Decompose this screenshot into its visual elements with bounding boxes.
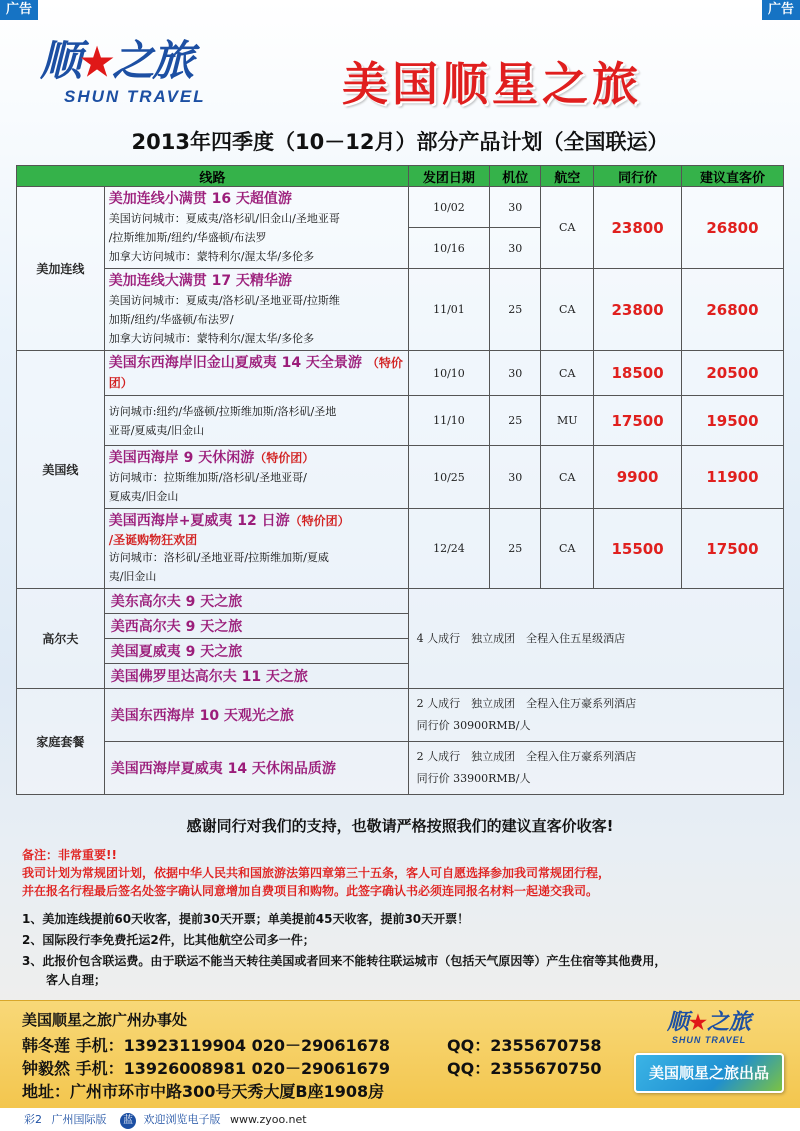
- departure-date: 10/10: [408, 351, 490, 396]
- route-line: 美国访问城市：夏威夷/洛杉矶/旧金山/圣地亚哥: [108, 212, 340, 225]
- producer-badge: 美国顺星之旅出品: [634, 1053, 784, 1093]
- retail-price: 26800: [681, 187, 783, 269]
- page-number: 彩2: [24, 1113, 42, 1126]
- departure-date: 10/16: [408, 228, 490, 269]
- family-note: [408, 689, 783, 742]
- airline: MU: [541, 396, 594, 446]
- footer-logo-box: [634, 1009, 784, 1101]
- mini-logo: 顺★之旅: [667, 1009, 751, 1035]
- special-tag: /圣诞购物狂欢团: [108, 533, 198, 547]
- remark-red-line: 我司计划为常规团计划，依据中华人民共和国旅游法第四章第三十五条，客人可自愿选择参加我司常规团行程，: [22, 866, 611, 880]
- route-line: 访问城市:纽约/华盛顿/拉斯维加斯/洛杉矶/圣地: [108, 404, 337, 418]
- peer-price: 23800: [594, 269, 682, 351]
- table-row: [17, 351, 784, 396]
- category-cell: 美国线: [17, 351, 105, 589]
- airline: CA: [541, 446, 594, 509]
- blue-badge-icon: 蓝: [120, 1113, 136, 1129]
- retail-price: 17500: [681, 509, 783, 589]
- remark-heading: 备注：非常重要!!: [22, 848, 117, 862]
- route-line: 夷/旧金山: [108, 570, 157, 583]
- route-cell: [104, 396, 408, 446]
- category-cell: 高尔夫: [17, 589, 105, 689]
- departure-date: 11/01: [408, 269, 490, 351]
- table-row: [17, 396, 784, 446]
- peer-price: 23800: [594, 187, 682, 269]
- table-row: [17, 446, 784, 509]
- route-title: [109, 353, 404, 393]
- contact-text: 韩冬莲 手机：13923119904 020－29061678: [22, 1036, 391, 1055]
- route-title: 美国西海岸夏威夷 14 天休闲品质游: [104, 742, 408, 795]
- retail-price: 20500: [681, 351, 783, 396]
- peer-price: 9900: [594, 446, 682, 509]
- remark-item: 1、美加连线提前60天收客，提前30天开票；单美提前45天收客，提前30天开票！: [22, 912, 470, 926]
- route-line: /拉斯维加斯/纽约/华盛顿/布法罗: [108, 231, 267, 244]
- ad-label-left: 广告: [0, 0, 38, 20]
- route-line: 加拿大访问城市：蒙特利尔/渥太华/多伦多: [108, 250, 315, 263]
- route-line: 加拿大访问城市：蒙特利尔/渥太华/多伦多: [108, 332, 315, 345]
- remark-red-line: 并在报名行程最后签名处签字确认同意增加自费项目和购物。此签字确认书必须连同报名材料一起递交我司。: [22, 884, 599, 898]
- route-title-text: 美国西海岸+夏威夷 12 日游: [108, 513, 290, 529]
- mini-logo-en: SHUN TRAVEL: [671, 1035, 747, 1045]
- departure-date: 10/02: [408, 187, 490, 228]
- airline: CA: [541, 351, 594, 396]
- airline: CA: [541, 269, 594, 351]
- seats: 25: [490, 396, 541, 446]
- shun-travel-logo: [40, 36, 215, 116]
- table-row: [17, 509, 784, 589]
- category-cell: 美加连线: [17, 187, 105, 351]
- route-line: 亚哥/夏威夷/旧金山: [108, 423, 205, 437]
- route-title: 美东高尔夫 9 天之旅: [104, 589, 408, 614]
- address-line: [22, 1079, 384, 1102]
- table-row: [17, 689, 784, 742]
- seats: 30: [490, 446, 541, 509]
- brand-title: 美国顺星之旅: [342, 57, 642, 111]
- family-note-line: 2 人成行 独立成团 全程入住万豪系列酒店: [416, 697, 637, 710]
- contact-line: [22, 1033, 602, 1056]
- remarks-section: [22, 846, 792, 990]
- col-header-peer-price: 同行价: [594, 166, 682, 187]
- route-cell: [104, 509, 408, 589]
- departure-date: 11/10: [408, 396, 490, 446]
- table-header-row: [17, 166, 784, 187]
- family-note: [408, 742, 783, 795]
- seats: 30: [490, 351, 541, 396]
- route-title: 美国夏威夷 9 天之旅: [104, 639, 408, 664]
- departure-date: 10/25: [408, 446, 490, 509]
- contact-qq: QQ：2355670750: [447, 1059, 602, 1078]
- table-row: [17, 187, 784, 228]
- office-name: 美国顺星之旅广州办事处: [22, 1011, 188, 1029]
- route-line: 访问城市：拉斯维加斯/洛杉矶/圣地亚哥/: [108, 471, 307, 484]
- route-title: 美加连线大满贯 17 天精华游: [108, 273, 292, 289]
- contact-footer: [0, 1000, 800, 1108]
- bottom-bar: [0, 1108, 800, 1131]
- route-line: 夏威夷/旧金山: [108, 490, 179, 503]
- airline: CA: [541, 509, 594, 589]
- route-line: 访问城市：洛杉矶/圣地亚哥/拉斯维加斯/夏威: [108, 551, 329, 564]
- airline: CA: [541, 187, 594, 269]
- col-header-retail-price: 建议直客价: [681, 166, 783, 187]
- website-link[interactable]: www.zyoo.net: [230, 1113, 307, 1126]
- peer-price: 15500: [594, 509, 682, 589]
- special-tag: （特价团）: [108, 356, 403, 390]
- retail-price: 19500: [681, 396, 783, 446]
- route-cell: [104, 351, 408, 396]
- col-header-route: 线路: [17, 166, 409, 187]
- route-title: 美加连线小满贯 16 天超值游: [108, 191, 292, 207]
- col-header-date: 发团日期: [408, 166, 490, 187]
- table-row: [17, 269, 784, 351]
- table-row: [17, 589, 784, 614]
- contact-qq: QQ：2355670758: [447, 1036, 602, 1055]
- peer-price: 18500: [594, 351, 682, 396]
- route-title: 美西高尔夫 9 天之旅: [104, 614, 408, 639]
- seats: 30: [490, 228, 541, 269]
- family-note-line: 同行价 33900RMB/人: [416, 772, 531, 785]
- route-title: [109, 448, 404, 468]
- page-title: 2013年四季度（10－12月）部分产品计划（全国联运）: [131, 130, 669, 154]
- address-text: 地址：广州市环市中路300号天秀大厦B座1908房: [22, 1082, 385, 1101]
- special-tag: （特价团）: [289, 514, 350, 528]
- peer-price: 17500: [594, 396, 682, 446]
- thanks-message: 感谢同行对我们的支持，也敬请严格按照我们的建议直客价收客!: [186, 817, 614, 835]
- table-row: [17, 742, 784, 795]
- route-title: 美国佛罗里达高尔夫 11 天之旅: [104, 664, 408, 689]
- route-line: 加斯/纽约/华盛顿/布法罗/: [108, 313, 234, 326]
- logo-en: SHUN TRAVEL: [64, 87, 206, 106]
- remark-item: 客人自理；: [22, 973, 107, 987]
- ad-label-right: 广告: [762, 0, 800, 20]
- slogan: 欢迎浏览电子版: [143, 1113, 221, 1126]
- route-title-text: 美国西海岸 9 天休闲游: [108, 450, 255, 466]
- logo-cn: 顺★之旅: [40, 36, 193, 85]
- family-note-line: 2 人成行 独立成团 全程入住万豪系列酒店: [416, 750, 637, 763]
- departure-date: 12/24: [408, 509, 490, 589]
- golf-note: 4 人成行 独立成团 全程入住五星级酒店: [408, 589, 783, 689]
- col-header-airline: 航空: [541, 166, 594, 187]
- seats: 25: [490, 509, 541, 589]
- contact-line: [22, 1056, 602, 1079]
- remark-item: 3、此报价包含联运费。由于联运不能当天转往美国或者回来不能转往联运城市（包括天气原因等）产生住宿等其他费用，: [22, 954, 667, 968]
- retail-price: 26800: [681, 269, 783, 351]
- retail-price: 11900: [681, 446, 783, 509]
- edition-name: 广州国际版: [51, 1113, 107, 1126]
- route-cell: [104, 187, 408, 269]
- route-cell: [104, 446, 408, 509]
- seats: 30: [490, 187, 541, 228]
- seats: 25: [490, 269, 541, 351]
- page-header: [0, 22, 800, 122]
- category-cell: 家庭套餐: [17, 689, 105, 795]
- route-title: [109, 511, 404, 531]
- remark-item: 2、国际段行李免费托运2件，比其他航空公司多一件；: [22, 933, 315, 947]
- col-header-seats: 机位: [490, 166, 541, 187]
- product-plan-table: [16, 165, 784, 795]
- route-line: 美国访问城市：夏威夷/洛杉矶/圣地亚哥/拉斯维: [108, 294, 340, 307]
- special-tag: （特价团）: [254, 451, 315, 465]
- family-note-line: 同行价 30900RMB/人: [416, 719, 531, 732]
- contact-text: 钟毅然 手机：13926008981 020－29061679: [22, 1059, 391, 1078]
- route-title-text: 美国东西海岸旧金山夏威夷 14 天全景游: [108, 355, 362, 371]
- route-title: 美国东西海岸 10 天观光之旅: [104, 689, 408, 742]
- route-cell: [104, 269, 408, 351]
